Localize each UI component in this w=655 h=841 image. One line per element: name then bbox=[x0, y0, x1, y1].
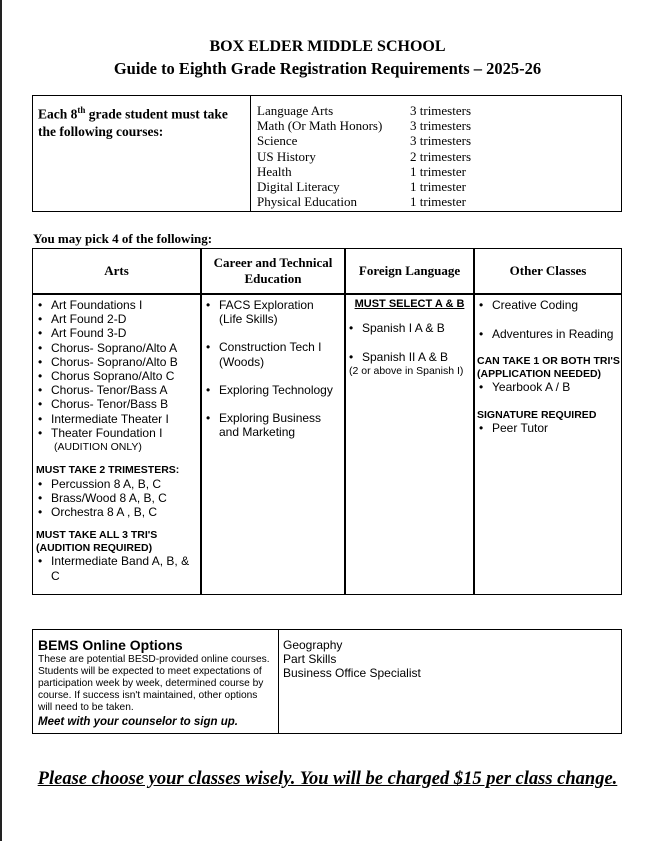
arts-music-item: • Brass/Wood 8 A, B, C bbox=[36, 491, 198, 505]
required-course-row bbox=[257, 118, 471, 133]
yearbook-item: • Yearbook A / B bbox=[477, 380, 621, 394]
required-course-row bbox=[257, 164, 471, 179]
electives-table bbox=[32, 248, 622, 595]
course-length: 2 trimesters bbox=[410, 148, 472, 164]
cte-item bbox=[204, 340, 342, 368]
cte-item bbox=[204, 411, 342, 439]
required-course-list bbox=[257, 103, 471, 209]
column-divider bbox=[344, 249, 346, 594]
other-item: • Adventures in Reading bbox=[477, 327, 621, 341]
arts-item: • Chorus- Tenor/Bass B bbox=[36, 397, 198, 411]
application-needed-note: (APPLICATION NEEDED) bbox=[477, 367, 602, 380]
cte-item-line: • FACS Exploration bbox=[219, 298, 314, 312]
arts-item: • Chorus- Soprano/Alto B bbox=[36, 355, 198, 369]
course-name: Physical Education bbox=[257, 194, 358, 210]
required-course-row bbox=[257, 133, 471, 148]
cte-item-line: • Exploring Technology bbox=[219, 382, 333, 397]
counselor-note: Meet with your counselor to sign up. bbox=[38, 716, 238, 728]
cte-item-line: • Construction Tech I bbox=[219, 340, 322, 355]
course-length: 1 trimester bbox=[410, 194, 466, 210]
page-edge-line bbox=[0, 0, 2, 841]
cte-item bbox=[204, 298, 342, 326]
arts-band-item: • Intermediate Band A, B, & C bbox=[36, 554, 198, 582]
page-title: Guide to Eighth Grade Registration Requirements – 2025-26 bbox=[113, 59, 542, 78]
course-name: Science bbox=[257, 133, 298, 149]
foreign-language-item: • Spanish II A & B bbox=[347, 350, 472, 364]
online-options-heading: BEMS Online Options bbox=[38, 637, 183, 653]
column-header-other-classes: Other Classes bbox=[509, 263, 587, 278]
arts-item: • Art Found 3-D bbox=[36, 326, 198, 340]
audition-only-note: (AUDITION ONLY) bbox=[54, 441, 142, 454]
online-course: Part Skills bbox=[283, 652, 337, 666]
two-trimesters-note: MUST TAKE 2 TRIMESTERS: bbox=[36, 464, 180, 477]
course-name: Health bbox=[257, 163, 292, 179]
must-select-note: MUST SELECT A & B bbox=[354, 298, 465, 310]
course-name: Language Arts bbox=[257, 103, 334, 118]
all-trimesters-note: MUST TAKE ALL 3 TRI'S bbox=[36, 529, 158, 542]
arts-column bbox=[36, 298, 198, 583]
arts-item: • Chorus- Tenor/Bass A bbox=[36, 383, 198, 397]
cte-column bbox=[204, 298, 342, 439]
required-course-row bbox=[257, 179, 471, 194]
column-header-foreign-language: Foreign Language bbox=[358, 263, 461, 278]
arts-item: • Chorus- Soprano/Alto A bbox=[36, 341, 198, 355]
required-course-row bbox=[257, 103, 471, 118]
audition-required-note: (AUDITION REQUIRED) bbox=[36, 541, 153, 554]
pick-four-label: You may pick 4 of the following: bbox=[33, 231, 213, 246]
column-header-cte: Career and Technical Education bbox=[213, 255, 333, 286]
required-course-row bbox=[257, 194, 471, 209]
required-course-row bbox=[257, 149, 471, 164]
course-name: US History bbox=[257, 148, 316, 164]
arts-music-item: • Orchestra 8 A , B, C bbox=[36, 505, 198, 519]
online-options-table bbox=[32, 629, 622, 734]
class-change-warning: Please choose your classes wisely. You will be charged $15 per class change. bbox=[37, 769, 618, 789]
cte-item-line: (Life Skills) bbox=[219, 312, 278, 327]
foreign-language-item: • Spanish I A & B bbox=[347, 321, 472, 335]
cte-item bbox=[204, 383, 342, 397]
yearbook-note: CAN TAKE 1 OR BOTH TRI'S bbox=[477, 355, 620, 368]
required-intro bbox=[33, 96, 251, 211]
online-options-description: These are potential BESD-provided online courses. Students will be expected to meet expectations of participation week by week, determined course by course. If success isn't maintained, other options will need to be taken. bbox=[38, 654, 270, 713]
spanish-2-prereq-note: (2 or above in Spanish I) bbox=[349, 364, 464, 377]
arts-item: • Theater Foundation I bbox=[36, 426, 198, 440]
course-length: 3 trimesters bbox=[410, 118, 472, 134]
online-course-list bbox=[283, 638, 421, 680]
required-courses-table bbox=[32, 95, 622, 212]
online-course: Geography bbox=[283, 638, 343, 652]
course-length: 1 trimester bbox=[410, 163, 466, 179]
column-header-arts: Arts bbox=[104, 263, 129, 278]
arts-item: • Art Found 2-D bbox=[36, 312, 198, 326]
school-name: BOX ELDER MIDDLE SCHOOL bbox=[209, 38, 446, 55]
course-name: Digital Literacy bbox=[257, 179, 340, 195]
course-name: Math (Or Math Honors) bbox=[257, 118, 383, 134]
arts-music-item: • Percussion 8 A, B, C bbox=[36, 477, 198, 491]
online-options-info bbox=[33, 630, 279, 733]
online-course: Business Office Specialist bbox=[283, 666, 421, 680]
other-item: • Creative Coding bbox=[477, 298, 621, 312]
header-divider bbox=[33, 293, 621, 295]
required-intro-sup: th bbox=[77, 105, 86, 115]
cte-item-line: • Exploring Business bbox=[219, 411, 322, 426]
course-length: 3 trimesters bbox=[410, 133, 472, 149]
required-intro-text: Each 8 bbox=[38, 106, 78, 122]
peer-tutor-item: • Peer Tutor bbox=[477, 421, 621, 435]
course-length: 1 trimester bbox=[410, 179, 466, 195]
foreign-language-column bbox=[347, 298, 472, 378]
other-classes-column bbox=[477, 298, 621, 435]
cte-item-line: and Marketing bbox=[219, 425, 296, 440]
course-length: 3 trimesters bbox=[410, 103, 472, 118]
arts-item: • Chorus Soprano/Alto C bbox=[36, 369, 198, 383]
arts-item: • Art Foundations I bbox=[36, 298, 198, 312]
arts-item: • Intermediate Theater I bbox=[36, 412, 198, 426]
signature-required-note: SIGNATURE REQUIRED bbox=[477, 408, 597, 421]
cte-item-line: (Woods) bbox=[219, 354, 265, 369]
column-divider bbox=[200, 249, 202, 594]
column-divider bbox=[473, 249, 475, 594]
required-intro-text-rest: grade student must take the following courses: bbox=[38, 106, 228, 139]
